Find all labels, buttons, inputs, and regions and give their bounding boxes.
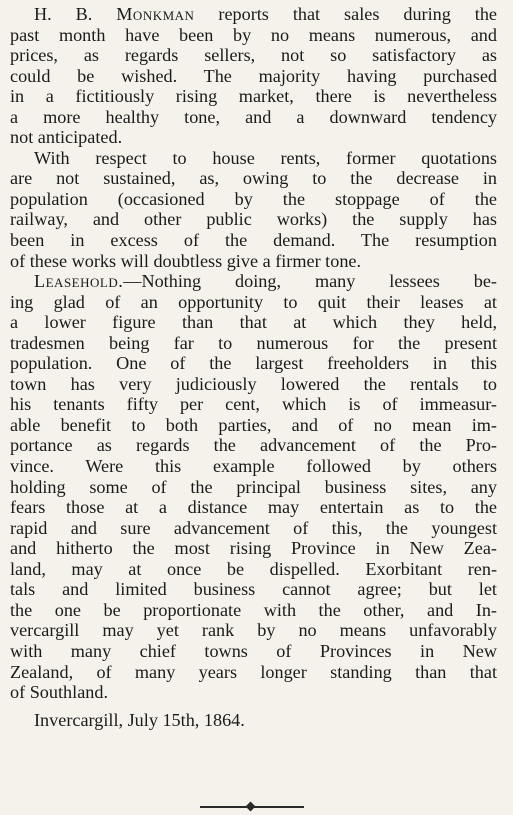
lead-name: Monkman [116, 4, 195, 24]
text-line: tals and limited business cannot agree; but let [10, 579, 497, 600]
text-line: and hitherto the most rising Province in New Zea- [10, 538, 497, 559]
text-line: with many chief towns of Provinces in New [10, 640, 497, 661]
text-line: of these works will doubtless give a firmer tone. [10, 250, 362, 271]
paragraph-house-rents [10, 148, 497, 271]
text-line: not anticipated. [10, 127, 123, 148]
paragraph-monkman-report [10, 4, 497, 148]
signoff-dateline: Invercargill, July 15th, 1864. [34, 709, 245, 730]
text-line: his tenants fifty per cent, which is of immeasur- [10, 394, 497, 415]
text-line-run: —Nothing doing, many lessees be- [123, 271, 497, 292]
text-line: With respect to house rents, former quotations [34, 147, 497, 168]
text-line: tradesmen being far to numerous for the present [10, 332, 497, 353]
text-line: ing glad of an opportunity to quit their leases at [10, 291, 497, 312]
text-line: vince. Were this example followed by others [10, 456, 497, 477]
text-line: fears those at a distance may entertain as to the [10, 497, 497, 518]
text-line [10, 4, 497, 25]
closing-ornamental-rule [200, 806, 304, 808]
text-line: railway, and other public works) the supply has [10, 209, 497, 230]
text-line: able benefit to both parties, and of no mean im- [10, 414, 497, 435]
text-line: past month have been by no means numerous, and [10, 24, 497, 45]
text-line: been in excess of the demand. The resumption [10, 230, 497, 251]
paragraph-leasehold [10, 271, 497, 702]
text-line: could be wished. The majority having purchased [10, 65, 497, 86]
text-line: a lower figure than that at which they held, [10, 312, 497, 333]
text-line: a more healthy tone, and a downward tendency [10, 106, 497, 127]
text-line: the one be proportionate with the other, and In- [10, 599, 497, 620]
text-line [10, 271, 497, 292]
text-line: vercargill may yet rank by no means unfavorably [10, 620, 497, 641]
text-line: population (occasioned by the stoppage of the [10, 188, 497, 209]
text-line: population. One of the largest freeholders in this [10, 353, 497, 374]
text-line: town has very judiciously lowered the rentals to [10, 373, 497, 394]
text-line: of Southland. [10, 682, 109, 703]
text-line: portance as regards the advancement of the Pro- [10, 435, 497, 456]
text-line: prices, as regards sellers, not so satisfactory as [10, 45, 497, 66]
text-line-run: reports that sales during the [194, 4, 497, 24]
text-line: holding some of the principal business sites, any [10, 476, 497, 497]
text-line: Zealand, of many years longer standing than that [10, 661, 497, 682]
text-line: in a fictitiously rising market, there is nevertheless [10, 86, 497, 107]
text-line: land, may at once be dispelled. Exorbitant ren- [10, 558, 497, 579]
lead-initials: H. B. [34, 4, 93, 24]
section-heading-leasehold: Leasehold. [34, 271, 124, 292]
diamond-ornament-icon [246, 802, 256, 812]
text-line: rapid and sure advancement of this, the youngest [10, 517, 497, 538]
text-line: are not sustained, as, owing to the decrease in [10, 168, 497, 189]
